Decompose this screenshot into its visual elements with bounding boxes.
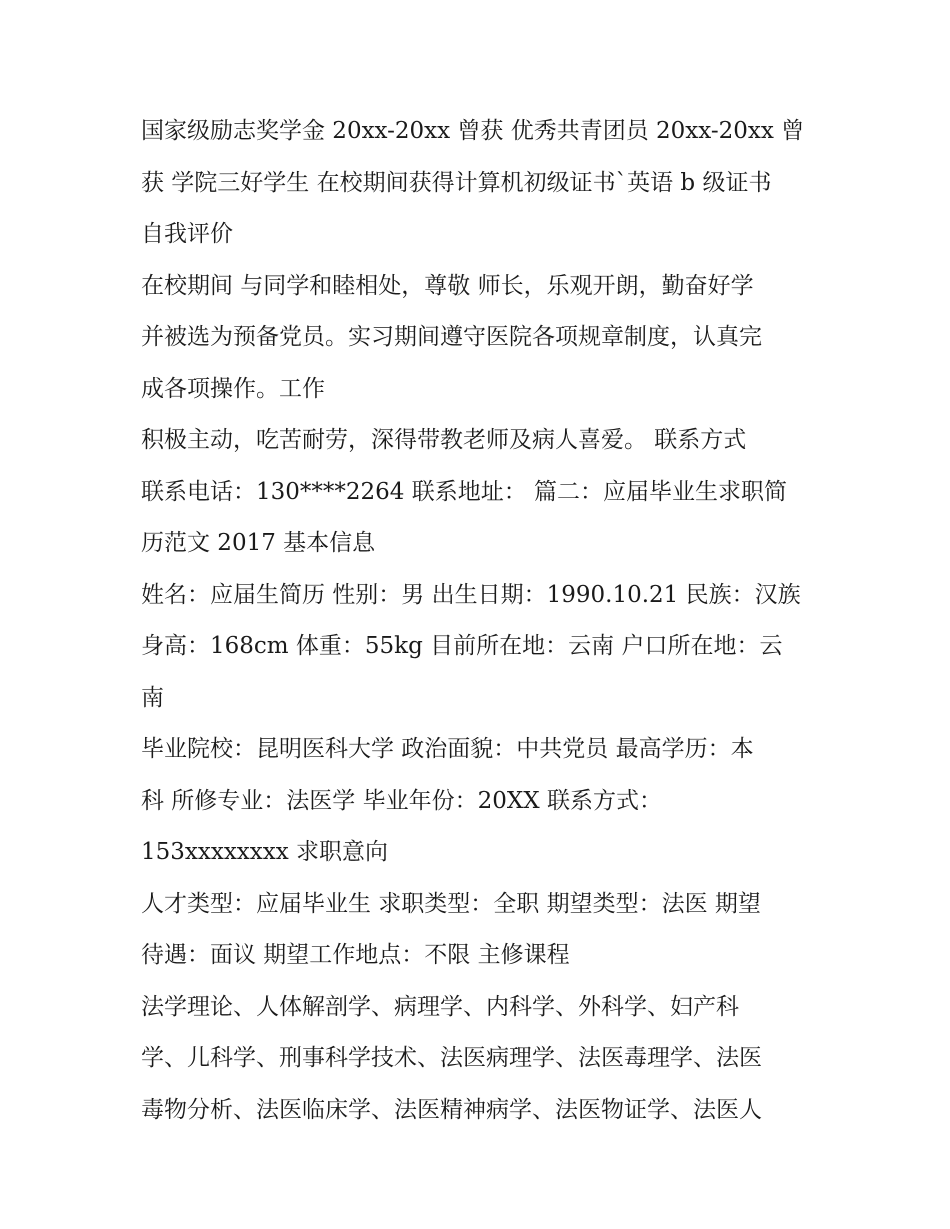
text-line: 并被选为预备党员。实习期间遵守医院各项规章制度，认真完 (141, 324, 762, 350)
text-line: 身高：168cm 体重：55kg 目前所在地：云南 户口所在地：云 (141, 633, 783, 659)
text-line: 积极主动，吃苦耐劳，深得带教老师及病人喜爱。 联系方式 (141, 427, 747, 453)
text-line: 在校期间 与同学和睦相处，尊敬 师长，乐观开朗，勤奋好学 (141, 272, 754, 299)
section-heading-self-evaluation: 自我评价 (141, 221, 233, 247)
text-line: 获 学院三好学生 在校期间获得计算机初级证书`英语 b 级证书 (141, 169, 772, 196)
document-body (141, 106, 821, 1136)
text-line: 联系电话：130****2264 联系地址： 篇二：应届毕业生求职简 (141, 478, 788, 505)
text-line: 毒物分析、法医临床学、法医精神病学、法医物证学、法医人 (141, 1096, 762, 1123)
text-line: 国家级励志奖学金 20xx-20xx 曾获 优秀共青团员 20xx-20xx 曾 (141, 118, 805, 144)
text-line: 成各项操作。工作 (141, 375, 325, 402)
text-line: 南 (141, 684, 164, 711)
text-line: 153xxxxxxxx 求职意向 (141, 839, 388, 865)
text-line: 待遇：面议 期望工作地点：不限 主修课程 (141, 942, 570, 968)
text-line: 姓名：应届生简历 性别：男 出生日期：1990.10.21 民族：汉族 (141, 581, 801, 608)
text-line: 学、儿科学、刑事科学技术、法医病理学、法医毒理学、法医 (141, 1045, 762, 1071)
text-line: 人才类型：应届毕业生 求职类型：全职 期望类型：法医 期望 (141, 890, 761, 917)
text-line: 科 所修专业：法医学 毕业年份：20XX 联系方式： (141, 787, 662, 814)
text-line: 历范文 2017 基本信息 (141, 530, 376, 556)
text-line: 毕业院校：昆明医科大学 政治面貌：中共党员 最高学历：本 (141, 736, 754, 762)
text-line: 法学理论、人体解剖学、病理学、内科学、外科学、妇产科 (141, 993, 739, 1020)
